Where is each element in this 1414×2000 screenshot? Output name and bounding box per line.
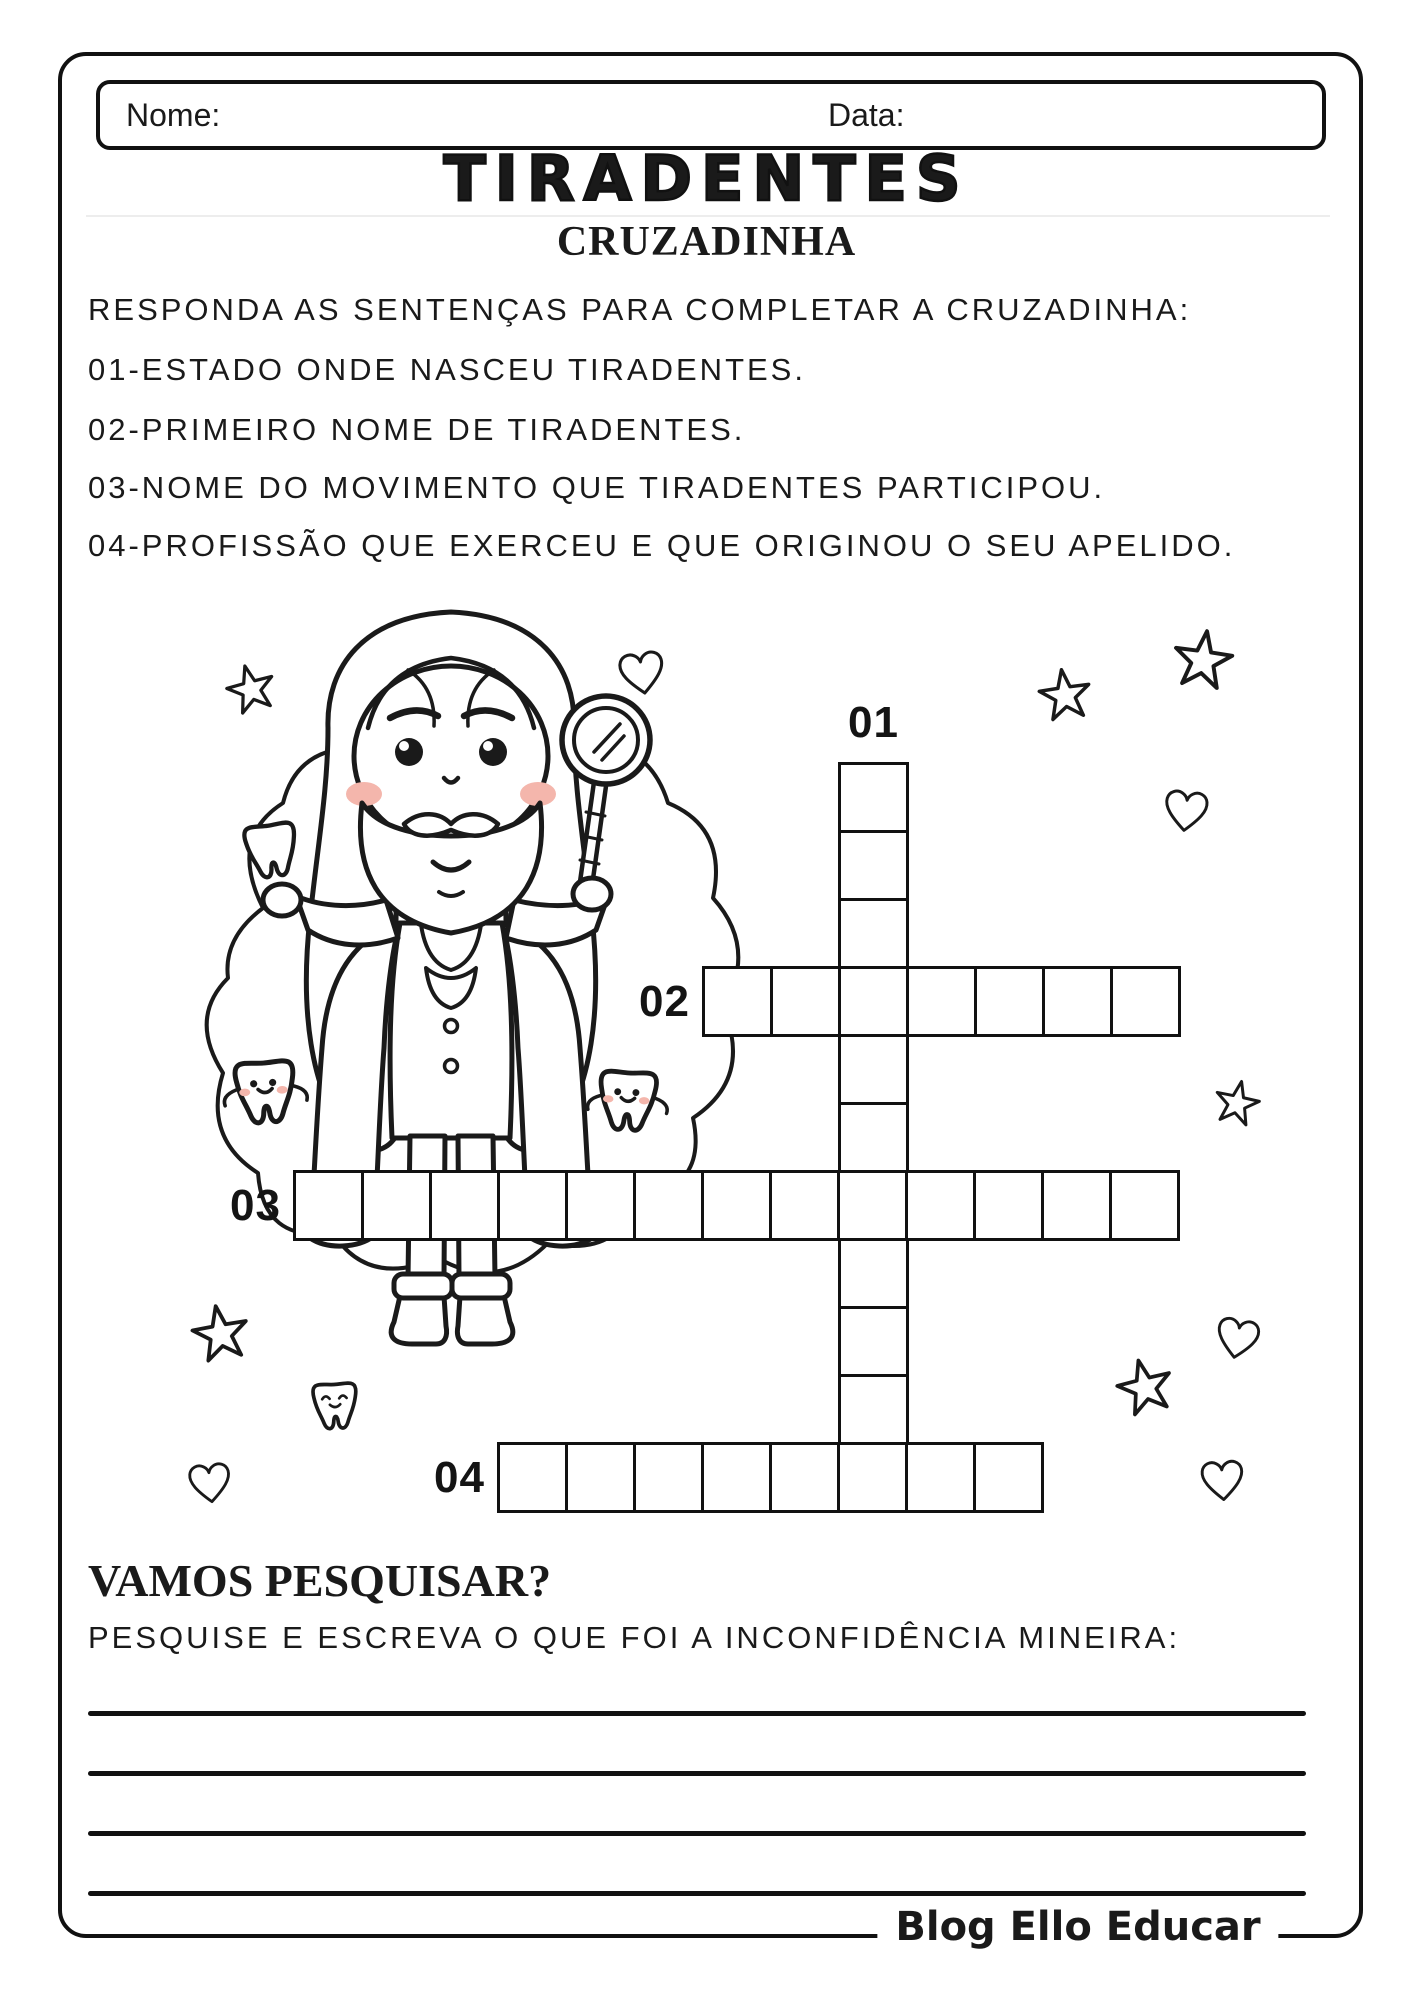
clue-01: 01-ESTADO ONDE NASCEU TIRADENTES. [88, 352, 806, 387]
crossword-cell-02-5[interactable] [974, 966, 1045, 1037]
crossword-cell-01-6[interactable] [838, 1102, 909, 1173]
crossword-track-02 [702, 966, 1181, 1037]
crossword-cell-03-3[interactable] [429, 1170, 500, 1241]
crossword-cell-03-9[interactable] [837, 1170, 908, 1241]
crossword-track-01 [838, 762, 909, 1513]
crossword-label-03: 03 [230, 1180, 281, 1230]
name-label: Nome: [126, 96, 221, 133]
write-line-3[interactable] [88, 1831, 1306, 1836]
crossword-cell-03-10[interactable] [905, 1170, 976, 1241]
write-line-4[interactable] [88, 1891, 1306, 1896]
crossword-cell-03-4[interactable] [497, 1170, 568, 1241]
crossword-cell-01-9[interactable] [838, 1306, 909, 1377]
crossword-label-02: 02 [639, 976, 690, 1026]
crossword-label-04: 04 [434, 1452, 485, 1502]
crossword-cell-04-8[interactable] [973, 1442, 1044, 1513]
crossword-cell-01-8[interactable] [838, 1238, 909, 1309]
crossword-cell-03-8[interactable] [769, 1170, 840, 1241]
write-line-2[interactable] [88, 1771, 1306, 1776]
page-title: TIRADENTES [443, 142, 970, 215]
crossword-cell-03-5[interactable] [565, 1170, 636, 1241]
crossword-cell-02-7[interactable] [1110, 966, 1181, 1037]
clue-02: 02-PRIMEIRO NOME DE TIRADENTES. [88, 412, 746, 447]
crossword-cell-03-1[interactable] [293, 1170, 364, 1241]
crossword-cell-02-2[interactable] [770, 966, 841, 1037]
crossword-cell-01-10[interactable] [838, 1374, 909, 1445]
crossword-cell-04-3[interactable] [633, 1442, 704, 1513]
instructions-intro: RESPONDA AS SENTENÇAS PARA COMPLETAR A CRUZADINHA: [88, 292, 1192, 327]
crossword-02-across [639, 966, 1181, 1037]
write-line-1[interactable] [88, 1711, 1306, 1716]
crossword-cell-02-4[interactable] [906, 966, 977, 1037]
crossword-cell-03-7[interactable] [701, 1170, 772, 1241]
footer-credit: Blog Ello Educar [877, 1904, 1278, 1950]
crossword-cell-03-6[interactable] [633, 1170, 704, 1241]
crossword-cell-01-1[interactable] [838, 762, 909, 833]
crossword-cell-01-5[interactable] [838, 1034, 909, 1105]
crossword-cell-01-2[interactable] [838, 830, 909, 901]
crossword-cell-02-6[interactable] [1042, 966, 1113, 1037]
research-heading: VAMOS PESQUISAR? [88, 1555, 552, 1606]
crossword-cell-02-1[interactable] [702, 966, 773, 1037]
crossword-cell-04-5[interactable] [769, 1442, 840, 1513]
crossword-04-across [434, 1442, 1044, 1513]
page-subtitle: CRUZADINHA [556, 219, 857, 265]
crossword-03-across [230, 1170, 1180, 1241]
crossword-cell-03-13[interactable] [1109, 1170, 1180, 1241]
crossword-cell-04-2[interactable] [565, 1442, 636, 1513]
crossword-cell-04-7[interactable] [905, 1442, 976, 1513]
crossword-cell-01-3[interactable] [838, 898, 909, 969]
clue-03: 03-NOME DO MOVIMENTO QUE TIRADENTES PARTICIPOU. [88, 470, 1106, 505]
crossword-track-04 [497, 1442, 1044, 1513]
crossword-cell-04-4[interactable] [701, 1442, 772, 1513]
crossword-01-down [838, 698, 909, 1513]
crossword-label-01: 01 [848, 698, 899, 747]
crossword-cell-03-12[interactable] [1041, 1170, 1112, 1241]
clue-04: 04-PROFISSÃO QUE EXERCEU E QUE ORIGINOU O SEU APELIDO. [88, 528, 1236, 563]
date-label: Data: [828, 96, 905, 133]
crossword-track-03 [293, 1170, 1180, 1241]
crossword-cell-04-1[interactable] [497, 1442, 568, 1513]
research-prompt: PESQUISE E ESCREVA O QUE FOI A INCONFIDÊNCIA MINEIRA: [88, 1620, 1181, 1655]
crossword-cell-03-2[interactable] [361, 1170, 432, 1241]
crossword-cell-03-11[interactable] [973, 1170, 1044, 1241]
crossword-cell-04-6[interactable] [837, 1442, 908, 1513]
crossword-cell-02-3[interactable] [838, 966, 909, 1037]
